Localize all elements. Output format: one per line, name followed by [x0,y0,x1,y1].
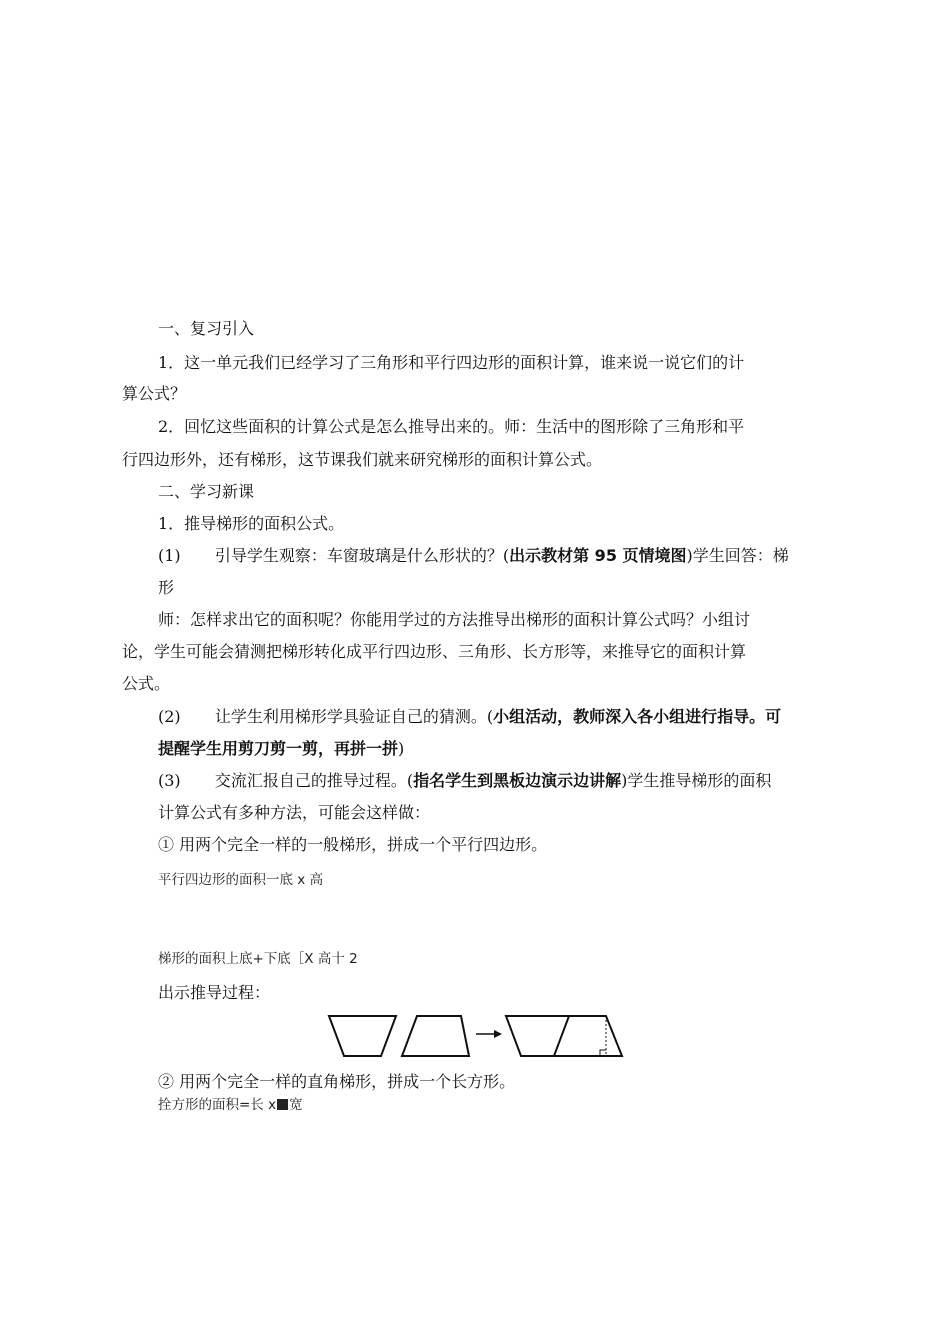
formula-rectangle-b: 宽 [289,1097,303,1113]
paragraph-2-bold-b: 提醒学生用剪刀剪一剪，再拼一拼 [158,739,399,758]
paragraph-1-bold: 出示教材第 95 页情境图 [509,546,687,565]
item2-line1: 2．回忆这些面积的计算公式是怎么推导出来的。师：生活中的图形除了三角形和平 [158,417,745,436]
trapezoid-derivation-figure [324,1012,634,1062]
paragraph-1-text-a: 引导学生观察：车窗玻璃是什么形状的？( [214,546,510,565]
paragraph-2-number: (2) [158,707,181,726]
paragraph-1-number: (1) [158,546,181,565]
trapezoid-shape-2 [402,1016,469,1056]
black-square-icon [277,1099,288,1110]
teacher-line1: 师：怎样求出它的面积呢？你能用学过的方法推导出梯形的面积计算公式吗？小组讨 [158,610,751,629]
formula-trapezoid: 梯形的面积上底+下底［X 高十 2 [158,951,358,967]
show-process-label: 出示推导过程： [158,983,271,1002]
paragraph-2-bold-a: 小组活动，教师深入各小组进行指导。可 [493,707,782,726]
item1-line2: 算公式？ [122,384,187,403]
formula-rectangle-a: 拴方形的面积=长 x [158,1097,277,1113]
section2-heading: 二、学习新课 [158,482,255,501]
paragraph-3-text-b: )学生推导梯形的面积 [621,771,772,790]
paragraph-2 [158,706,781,728]
paragraph-1-cont: 形 [158,578,175,597]
paragraph-3-number: (3) [158,771,181,790]
method-2: ② 用两个完全一样的直角梯形，拼成一个长方形。 [158,1072,516,1091]
paragraph-2-cont [158,738,404,760]
teacher-line3: 公式。 [122,674,171,693]
paragraph-3-text-a: 交流汇报自己的推导过程。( [214,771,414,790]
combined-divider-line [554,1016,569,1056]
arrow-icon [476,1030,502,1038]
paragraph-3 [158,770,771,792]
paragraph-3-cont: 计算公式有多种方法，可能会这样做： [158,803,431,822]
formula-parallelogram: 平行四边形的面积一底 x 高 [158,872,324,888]
section1-heading: 一、复习引入 [158,319,255,338]
paragraph-2-text-b: ) [398,739,405,758]
paragraph-2-text-a: 让学生利用梯形学具验证自己的猜测。( [214,707,494,726]
formula-rectangle [158,1094,303,1116]
subsection-1-title: 1．推导梯形的面积公式。 [158,514,345,533]
item1-line1: 1．这一单元我们已经学习了三角形和平行四边形的面积计算，谁来说一说它们的计 [158,353,745,372]
paragraph-3-bold: 指名学生到黑板边演示边讲解 [413,771,622,790]
item2-line2: 行四边形外，还有梯形，这节课我们就来研究梯形的面积计算公式。 [122,450,603,469]
trapezoid-shape-1 [329,1016,396,1056]
paragraph-1-text-b: )学生回答：梯 [686,546,789,565]
teacher-line2: 论，学生可能会猜测把梯形转化成平行四边形、三角形、长方形等，来推导它的面积计算 [122,642,747,661]
method-1: ① 用两个完全一样的一般梯形，拼成一个平行四边形。 [158,835,548,854]
paragraph-1 [158,545,789,567]
